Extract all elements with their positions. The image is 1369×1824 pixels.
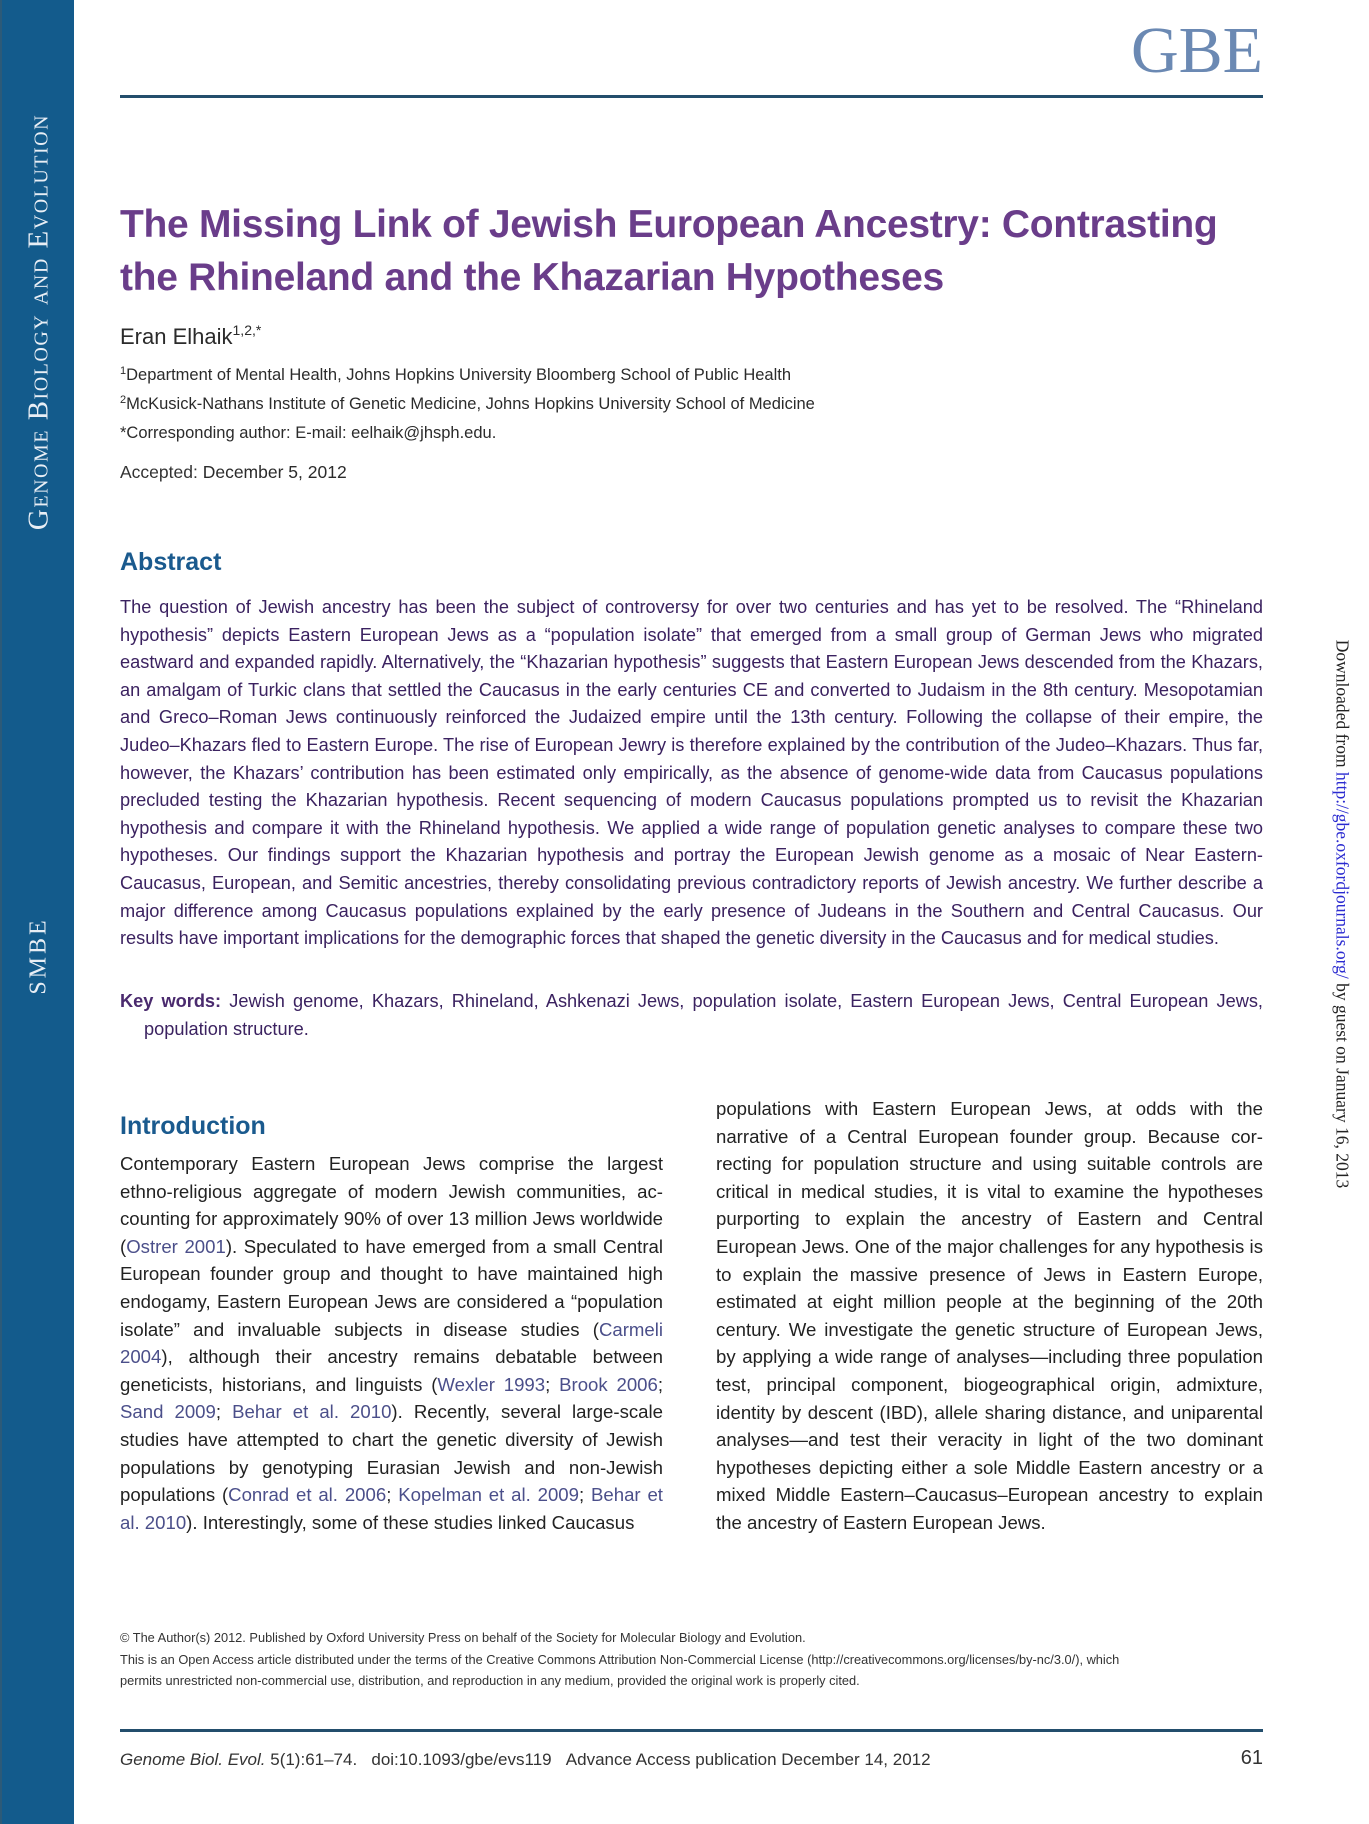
introduction-right-column: populations with Eastern European Jews, at odds with the narrative of a Central European founder group. Because correcting for population structure and using suitable controls are critical in medical studies, it is vital to examine the hypotheses purporting to explain the ancestry of Eastern and Central European Jews. One of the major challenges for any hypothesis is to explain the massive presence of Jews in Eastern Europe, estimated at eight million people at the beginning of the 20th century. We investigate the genetic structure of European Jews, by applying a wide range of analyses—including three population test, principal component, biogeographical origin, admixture, identity by descent (IBD), allele sharing distance, and uniparental analyses—and test their veracity in light of the two dominant hypotheses depicting either a sole Middle Eastern ancestry or a mixed Middle Eastern–Caucasus–European ancestry to explain the ancestry of Eastern European Jews. — [716, 1098, 1263, 1533]
introduction-heading: Introduction — [120, 1112, 266, 1140]
footer-volume: 5(1):61–74. — [265, 1750, 358, 1769]
corresponding-author — [120, 424, 496, 443]
download-notice — [1332, 640, 1353, 1188]
footer-journal: Genome Biol. Evol. — [120, 1750, 266, 1769]
footer-citation — [120, 1750, 1263, 1770]
citation-link[interactable]: Carmeli 2004 — [120, 1318, 663, 1368]
intro-text: ). Interestingly, some of these studies linked Caucasus — [186, 1511, 635, 1533]
keywords — [120, 988, 1263, 1043]
citation-link[interactable]: Ostrer 2001 — [126, 1235, 226, 1257]
accepted-label: Accepted: — [120, 462, 198, 482]
citation-link[interactable]: Wexler 1993 — [437, 1373, 546, 1395]
sidebar-journal-name: Genome Biology and Evolution — [22, 113, 55, 531]
citation-link[interactable]: Behar et al. 2010 — [232, 1401, 392, 1423]
intro-text: ; — [215, 1401, 233, 1423]
intro-text: ), although their ancestry remains debatable between geneticists, historians, and linguists ( — [120, 1346, 663, 1395]
affiliation-text: Department of Mental Health, Johns Hopkins University Bloomberg School of Public Health — [126, 366, 792, 384]
footer-advance-access: Advance Access publication December 14, 2012 — [565, 1750, 931, 1769]
sidebar-society-name: SMBE — [25, 917, 52, 995]
article-title: The Missing Link of Jewish European Ancestry: Contrasting the Rhineland and the Khazarian Hypotheses — [120, 203, 1218, 299]
keywords-list: Jewish genome, Khazars, Rhineland, Ashkenazi Jews, population isolate, Eastern European Jews, Central European Jews, population structure. — [144, 991, 1263, 1039]
intro-text: ; — [578, 1484, 591, 1506]
corresponding-text: Corresponding author: E-mail: eelhaik@jhsph.edu. — [126, 424, 497, 442]
citation-link[interactable]: Conrad et al. 2006 — [228, 1484, 387, 1506]
affiliation-mark: 2 — [120, 394, 127, 406]
abstract-text: The question of Jewish ancestry has been the subject of controversy for over two centuries and has yet to be resolved. The “Rhineland hypothesis” depicts Eastern European Jews as a “population isolate” that emerged from a small group of German Jews who migrated eastward and expanded rapidly. Alternatively, the “Khazarian hypothesis” suggests that Eastern European Jews descended from the Khazars, an amalgam of Turkic clans that settled the Caucasus in the early centuries CE and converted to Judaism in the 8th century. Mesopotamian and Greco–Roman Jews continuously reinforced the Judaized empire until the 13th century. Following the collapse of their empire, the Judeo–Khazars fled to Eastern Europe. The rise of European Jewry is therefore explained by the contribution of the Judeo–Khazars. Thus far, however, the Khazars’ contribution has been estimated only empirically, as the absence of genome-wide data from Caucasus populations precluded testing the Khazarian hypothesis. Recent sequencing of modern Caucasus populations prompted us to revisit the Khazarian hypothesis and compare it with the Rhineland hypothesis. We applied a wide range of population genetic analyses to compare these two hypotheses. Our findings support the Khazarian hypothesis and portray the European Jewish genome as a mosaic of Near Eastern-Caucasus, European, and Semitic ancestries, thereby consolidating previous contradictory reports of Jewish ancestry. We further describe a major difference among Caucasus populations explained by the early presence of Judeans in the Southern and Central Caucasus. Our results have important implications for the demographic forces that shaped the genetic diversity in the Caucasus and for medical studies. — [120, 597, 1263, 949]
footer-rule — [120, 1729, 1263, 1732]
journal-sidebar — [0, 0, 74, 1824]
affiliation-text: McKusick-Nathans Institute of Genetic Medicine, Johns Hopkins University School of Medicine — [126, 395, 815, 413]
corresponding-mark: * — [120, 424, 127, 442]
intro-text: Contemporary Eastern European Jews comprise the largest ethno-religious aggregate of modern Jewish communities, accounting for approximately 90% of over 13 million Jews worldwide ( — [120, 1153, 663, 1257]
affiliation-1 — [120, 365, 791, 385]
intro-text: ). Recently, several large-scale studies have attempted to chart the genetic diversity of Jewish populations by genotyping Eurasian Jewish and non-Jewish populations ( — [120, 1401, 663, 1506]
license-notice — [120, 1627, 1270, 1692]
keywords-label: Key words: — [120, 991, 222, 1011]
license-line: This is an Open Access article distributed under the terms of the Creative Commons Attribution Non-Commercial License (http://creativecommons.org/licenses/by-nc/3.0/), which — [120, 1651, 1120, 1667]
header-rule — [120, 95, 1263, 98]
affiliation-2 — [120, 394, 815, 414]
footer-doi: doi:10.1093/gbe/evs119 — [371, 1750, 552, 1769]
intro-text: ; — [545, 1373, 560, 1395]
copyright-line: © The Author(s) 2012. Published by Oxford University Press on behalf of the Society for Molecular Biology and Evolution. — [120, 1630, 806, 1645]
accepted-date: December 5, 2012 — [202, 462, 347, 482]
download-link[interactable]: http://gbe.oxfordjournals.org/ — [1332, 771, 1353, 979]
author-name: Eran Elhaik — [120, 324, 233, 349]
citation-link[interactable]: Behar et al. 2010 — [120, 1484, 663, 1533]
affiliation-mark: 1 — [120, 365, 127, 377]
page-number: 61 — [1240, 1747, 1263, 1769]
download-suffix: by guest on January 16, 2013 — [1332, 978, 1353, 1189]
citation-link[interactable]: Brook 2006 — [559, 1373, 658, 1395]
citation-link[interactable]: Kopelman et al. 2009 — [398, 1484, 579, 1506]
accepted-date-line — [120, 462, 347, 483]
journal-logo-gbe: GBE — [1131, 14, 1263, 87]
author-marks: 1,2,* — [232, 322, 262, 338]
citation-link[interactable]: Sand 2009 — [120, 1401, 216, 1423]
intro-text: ). Speculated to have emerged from a small Central European founder group and thought to have maintained high endogamy, Eastern European Jews are considered a “population isolate” and invaluable subjects in disease studies ( — [120, 1235, 663, 1340]
intro-text: ; — [386, 1484, 399, 1506]
introduction-left-column — [120, 1150, 663, 1536]
abstract-heading: Abstract — [120, 548, 222, 576]
download-prefix: Downloaded from — [1332, 639, 1353, 772]
license-line-cont: permits unrestricted non-commercial use, distribution, and reproduction in any medium, provided the original work is properly cited. — [120, 1673, 860, 1688]
author-line — [120, 322, 261, 350]
intro-text: ; — [657, 1373, 664, 1395]
